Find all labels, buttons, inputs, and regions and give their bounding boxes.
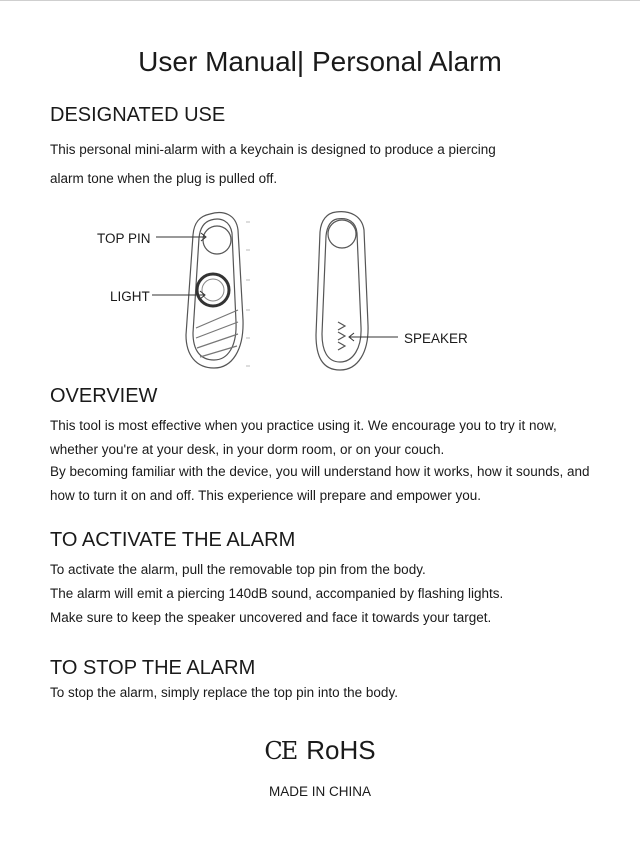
- device-back-view: [316, 212, 368, 370]
- back-top-pin-ring: [328, 220, 356, 248]
- overview-line-4: how to turn it on and off. This experience will prepare and empower you.: [50, 488, 481, 503]
- device-front-view: [186, 213, 243, 368]
- activate-line-2: The alarm will emit a piercing 140dB sound, accompanied by flashing lights.: [50, 586, 504, 601]
- certification-marks: [0, 735, 640, 766]
- label-light: LIGHT: [110, 289, 150, 304]
- made-in-china: MADE IN CHINA: [268, 784, 371, 799]
- speaker-grille: [338, 322, 345, 350]
- designated-use-line-1: This personal mini-alarm with a keychain is designed to produce a piercing: [50, 142, 496, 157]
- designated-use-line-2: alarm tone when the plug is pulled off.: [50, 171, 278, 186]
- rohs-mark: RoHS: [306, 735, 376, 765]
- overview-line-3: By becoming familiar with the device, you will understand how it works, how it sounds, and: [50, 464, 590, 479]
- ruler-ticks: [246, 222, 250, 366]
- heading-activate: TO ACTIVATE THE ALARM: [50, 529, 296, 551]
- heading-overview: OVERVIEW: [50, 385, 158, 407]
- activate-line-3: Make sure to keep the speaker uncovered and face it towards your target.: [50, 610, 492, 625]
- device-diagram: [0, 200, 640, 380]
- page-top-border: [0, 0, 640, 1]
- label-top-pin: TOP PIN: [97, 231, 151, 246]
- overview-line-1: This tool is most effective when you practice using it. We encourage you to try it now,: [50, 418, 557, 433]
- top-pin-ring: [203, 226, 231, 254]
- label-speaker: SPEAKER: [404, 331, 468, 346]
- page-title: User Manual| Personal Alarm: [138, 46, 502, 77]
- overview-line-2: whether you're at your desk, in your dorm room, or on your couch.: [50, 442, 445, 457]
- heading-designated-use: DESIGNATED USE: [50, 104, 226, 126]
- activate-line-1: To activate the alarm, pull the removable top pin from the body.: [50, 562, 426, 577]
- heading-stop: TO STOP THE ALARM: [50, 657, 256, 679]
- ce-mark: CE: [264, 737, 297, 765]
- stop-line-1: To stop the alarm, simply replace the top pin into the body.: [50, 685, 398, 700]
